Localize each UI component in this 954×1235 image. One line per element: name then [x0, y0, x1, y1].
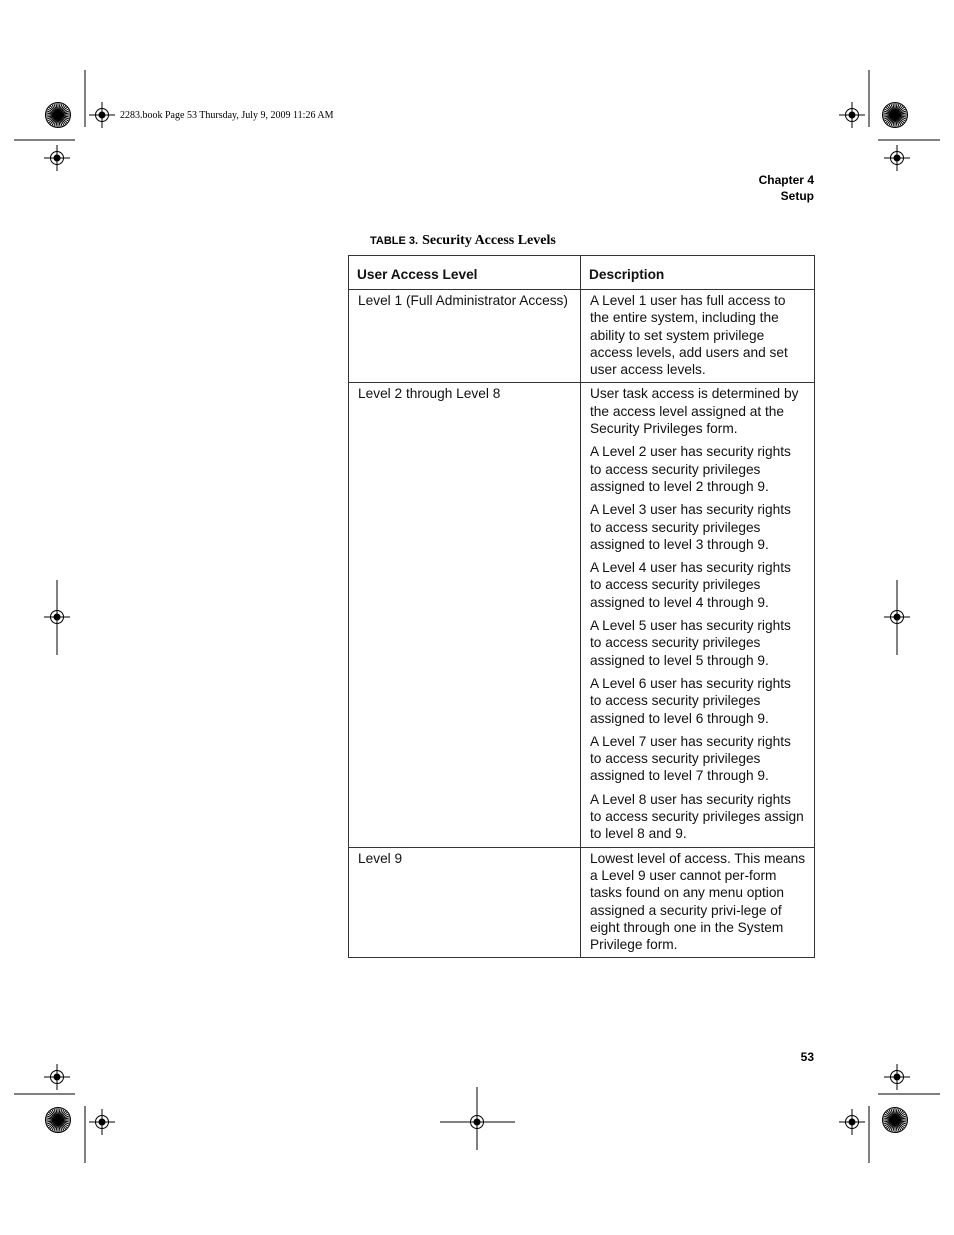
security-levels-table — [348, 255, 815, 958]
level-cell: Level 1 (Full Administrator Access) — [349, 290, 581, 383]
caption-label: TABLE 3. — [370, 235, 419, 247]
description-paragraph: A Level 6 user has security rights to access security privileges assigned to level 6 through 9. — [590, 675, 791, 726]
table-row — [349, 383, 815, 847]
description-paragraph: Lowest level of access. This means a Level 9 user cannot per-form tasks found on any menu option assigned a security privi-lege of eight through one in the System Privilege form. — [590, 850, 806, 953]
registration-mark-dot — [894, 1074, 900, 1080]
level-cell: Level 9 — [349, 847, 581, 958]
description-paragraph: A Level 5 user has security rights to access security privileges assigned to level 5 through 9. — [590, 618, 791, 668]
column-header-description: Description — [581, 256, 815, 290]
table-row — [349, 847, 815, 958]
table-row — [349, 290, 815, 383]
print-stamp: 2283.book Page 53 Thursday, July 9, 2009 11:26 AM — [120, 110, 334, 121]
description-paragraph: User task access is determined by the access level assigned at the Security Privileges form. — [590, 386, 799, 437]
chapter-label: Chapter 4 — [758, 173, 814, 187]
registration-mark-dot — [849, 112, 855, 118]
table-caption — [370, 231, 556, 249]
registration-mark-dot — [99, 112, 105, 118]
caption-title: Security Access Levels — [422, 233, 556, 248]
description-paragraph: A Level 2 user has security rights to access security privileges assigned to level 2 through 9. — [590, 444, 791, 494]
registration-mark-dot — [894, 155, 900, 161]
description-paragraph: A Level 3 user has security rights to access security privileges assigned to level 3 through 9. — [590, 502, 791, 552]
column-header-level: User Access Level — [349, 256, 581, 290]
registration-mark-dot — [54, 1074, 60, 1080]
level-cell: Level 2 through Level 8 — [349, 383, 581, 847]
registration-mark-dot — [849, 1119, 855, 1125]
section-label: Setup — [780, 189, 814, 203]
page-number: 53 — [800, 1050, 814, 1064]
description-cell — [581, 290, 815, 383]
registration-mark-dot — [54, 155, 60, 161]
table-header-row — [349, 256, 815, 290]
description-paragraph: A Level 8 user has security rights to access security privileges assign to level 8 and 9. — [590, 791, 804, 842]
registration-mark-dot — [99, 1119, 105, 1125]
description-cell — [581, 383, 815, 847]
running-header — [759, 172, 814, 204]
description-paragraph: A Level 4 user has security rights to access security privileges assigned to level 4 through 9. — [590, 560, 791, 610]
description-cell — [581, 847, 815, 958]
description-paragraph: A Level 7 user has security rights to access security privileges assigned to level 7 through 9. — [590, 733, 791, 784]
description-paragraph: A Level 1 user has full access to the entire system, including the ability to set system privilege access levels, add users and set user access levels. — [590, 293, 788, 378]
